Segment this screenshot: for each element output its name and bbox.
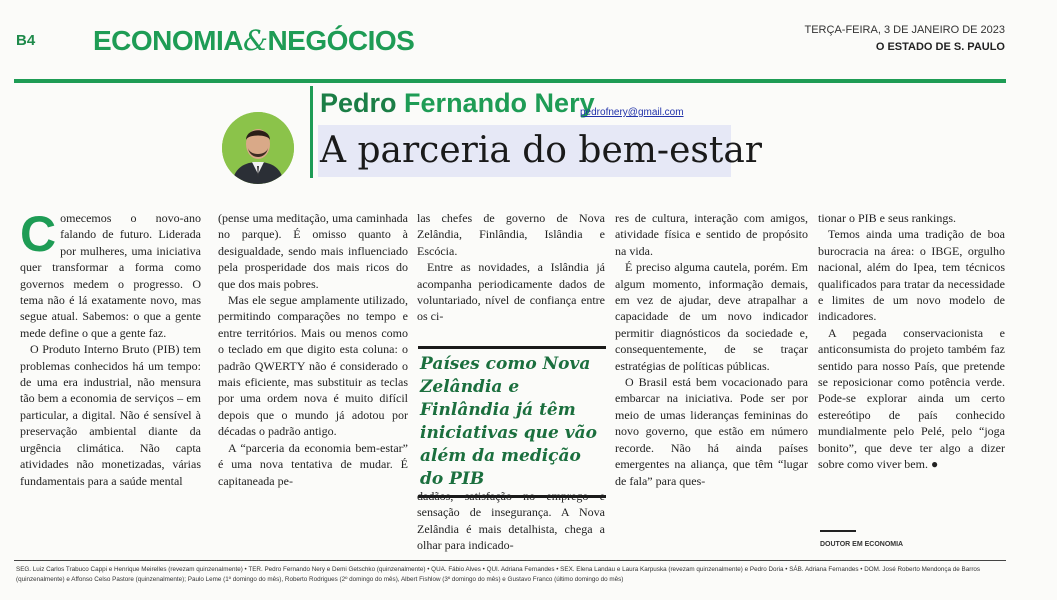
paragraph: las chefes de governo de Nova Zelândia, Finlândia, Islândia e Escócia. <box>417 211 605 258</box>
paragraph: Temos ainda uma tradição de boa burocracia na área: o IBGE, orgulho nacional, além do Ipea, tem técnicos qualificados para tratar da necessidade e limites de um novo modelo de indicadores. <box>818 227 1005 324</box>
section-title-amp: & <box>243 24 268 57</box>
paragraph: dadãos, satisfação no emprego e sensação de insegurança. A Nova Zelândia é mais detalhista, chega a olhar para indicado- <box>417 489 605 553</box>
newspaper-name: O ESTADO DE S. PAULO <box>875 41 1005 53</box>
paragraph: A pegada conservacionista e anticonsumista do projeto também faz sentido para nosso País, que pretende se reposicionar como potência verde. Pode-se explorar ainda um certo estereótipo de país conhecido mundialmente pelo Pelé, pelo “joga bonito”, que deve ter algo a dizer sobre como viver bem. ● <box>818 325 1005 472</box>
footer-rule <box>14 560 1006 561</box>
dropcap: C <box>20 206 57 262</box>
author-credential: DOUTOR EM ECONOMIA <box>820 541 904 548</box>
article-column-1 <box>20 206 201 489</box>
article-column-5 <box>818 210 1005 473</box>
section-title-part-a: ECONOMIA <box>93 25 243 56</box>
paragraph: omecemos o novo-ano falando de futuro. Liderada por mulheres, uma iniciativa quer transformar a forma como governos medem o progresso. O tema não é lá exatamente novo, mas segue atual. Sabemos: o que a gente mede define o que a gente faz. <box>20 211 201 340</box>
article-column-2 <box>218 210 408 489</box>
author-first-name: Pedro <box>320 88 397 118</box>
issue-date: TERÇA-FEIRA, 3 DE JANEIRO DE 2023 <box>804 24 1005 36</box>
section-title-part-b: NEGÓCIOS <box>267 25 415 56</box>
columnist-schedule: SEG. Luiz Carlos Trabuco Cappi e Henrique Meirelles (revezam quinzenalmente) • TER. Pedro Fernando Nery e Demi Getschko (quinzenalmente) • QUA. Fábio Alves • QUI. Adriana Fernandes • SEX. Elena Landau e Laura Karpuska (revezam quinzenalmente) e Pedro Doria • SÁB. Adriana Fernandes • DOM. José Roberto Mendonça de Barros (quinzenalmente) e Affonso Celso Pastore (quinzenalmente); Paulo Leme (1º domingo do mês), Roberto Rodrigues (2º domingo do mês), Albert Fishlow (3º domingo do mês) e Gustavo Franco (último domingo do mês) <box>16 566 981 583</box>
paragraph: O Brasil está bem vocacionado para embarcar na iniciativa. Pode ser por meio de umas lideranças femininas do novo governo, que estão em número recorde. Não há ainda países emergentes na aliança, que têm “lugar de fala” para ques- <box>615 375 808 488</box>
paragraph: tionar o PIB e seus rankings. <box>818 211 956 225</box>
article-column-3 <box>417 210 605 325</box>
page-number: B4 <box>16 32 36 49</box>
section-title <box>93 24 414 57</box>
headline: A parceria do bem-estar <box>318 125 731 177</box>
paragraph: res de cultura, interação com amigos, atividade física e sentido de propósito na vida. <box>615 211 808 258</box>
signature-rule <box>820 530 856 532</box>
paragraph: O Produto Interno Bruto (PIB) tem problemas conhecidos há um tempo: de uma era industrial, não mensura tão bem a economia de serviços – em particular, a digital. Não é sensível à preservação ambiental diante da urgência climática. Não capta atividades não monetizadas, várias fundamentais para a saúde mental <box>20 342 201 488</box>
article-column-3-continued <box>417 488 605 554</box>
paragraph: Mas ele segue amplamente utilizado, permitindo comparações no tempo e entre territórios. Mais ou menos como o teclado em que digito esta coluna: o padrão QWERTY não é considerado o mais eficiente, mas substituir as teclas por uma ordem nova é muito difícil depois que o mundo já adotou por décadas o padrão antigo. <box>218 293 408 439</box>
byline-divider <box>310 86 313 178</box>
author-email-link[interactable]: pedrofnery@gmail.com <box>580 107 684 118</box>
paragraph: (pense uma meditação, uma caminhada no parque). É omisso quanto à desigualdade, sendo mais influenciado pela prosperidade dos mais ricos do que dos mais pobres. <box>218 211 408 291</box>
header-rule <box>14 79 1006 83</box>
paragraph: A “parceria da economia bem-estar” é uma nova tentativa de mudar. É capitaneada pe- <box>218 440 408 488</box>
paragraph: É preciso alguma cautela, porém. Em algum momento, informação demais, em vez de ajudar, deve atrapalhar a capacidade de um novo indicador permitir diagnósticos da sociedade e, consequentemente, de se traçar estratégias de políticas públicas. <box>615 260 808 373</box>
article-column-4 <box>615 210 808 489</box>
author-last-name: Fernando Nery <box>404 88 595 118</box>
pull-quote: Países como Nova Zelândia e Finlândia já têm iniciativas que vão além da medição do PIB <box>418 346 606 498</box>
author-portrait-icon <box>222 112 294 184</box>
author-name <box>320 88 595 119</box>
paragraph: Entre as novidades, a Islândia já acompanha periodicamente dados de voluntariado, nível de confiança entre os ci- <box>417 260 605 324</box>
